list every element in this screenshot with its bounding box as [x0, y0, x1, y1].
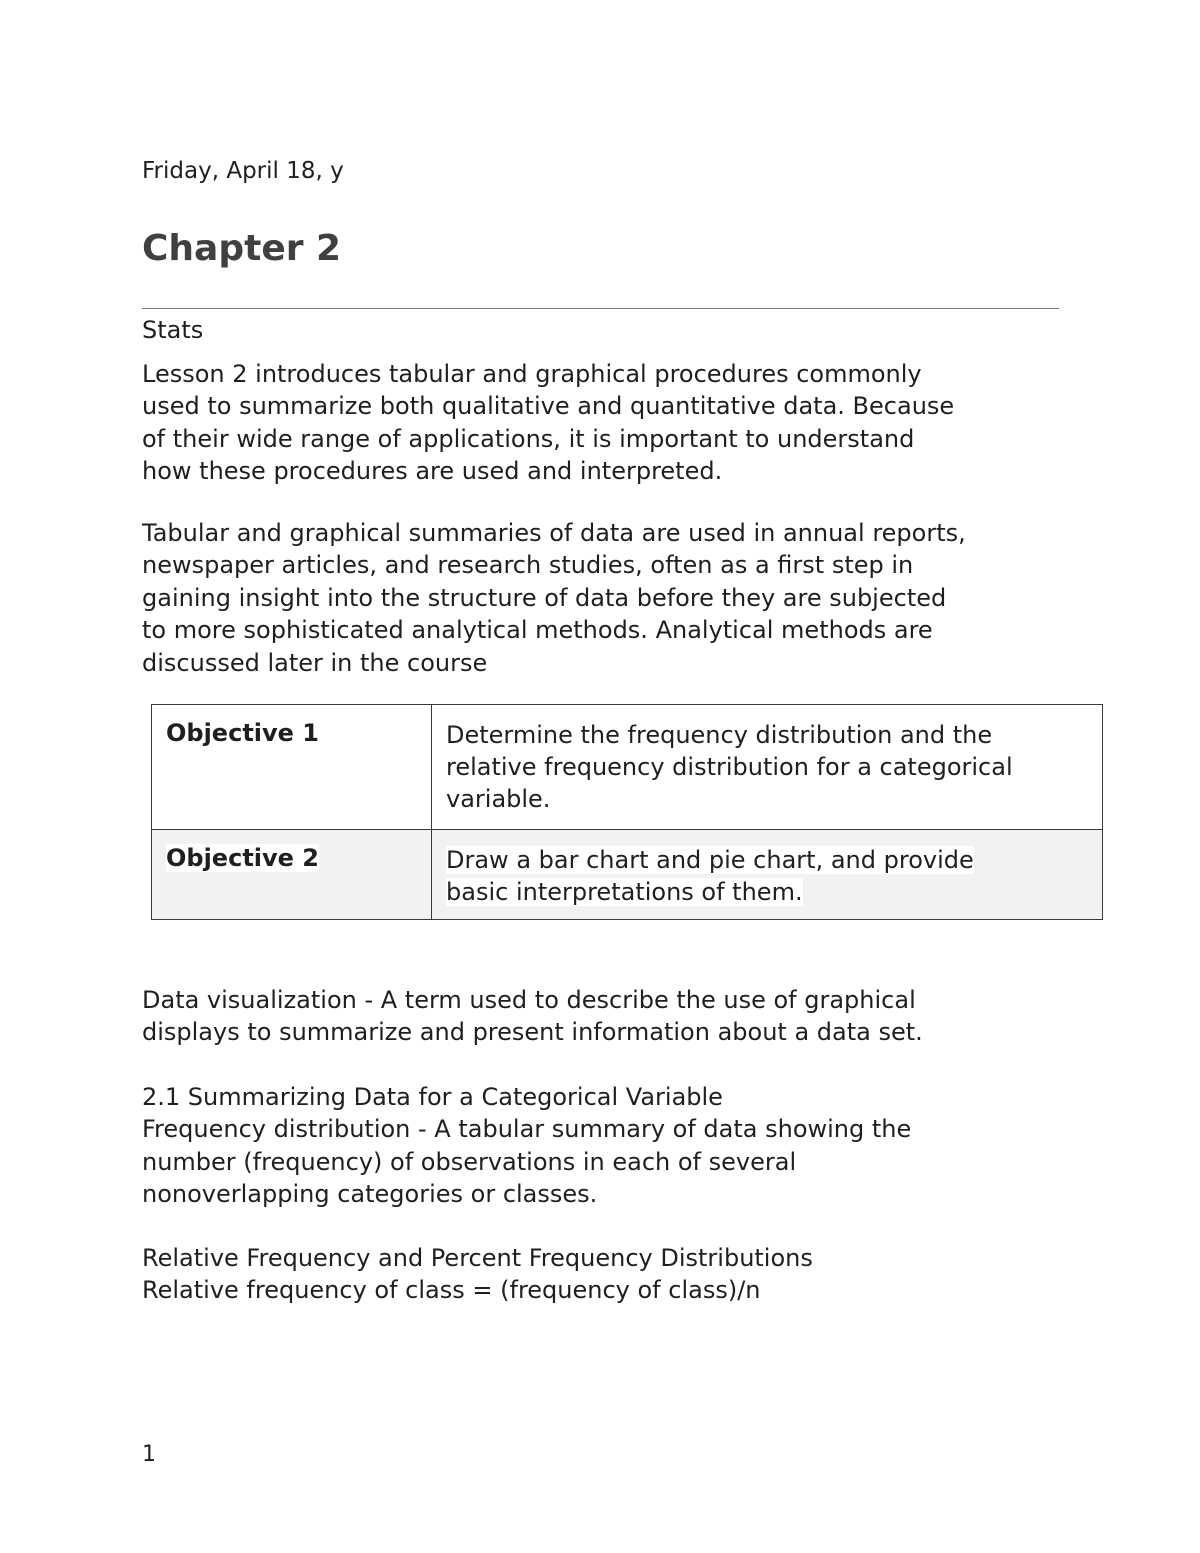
- objective-description-line: Determine the frequency distribution and the: [446, 721, 993, 749]
- paragraph-line: Tabular and graphical summaries of data are used in annual reports,: [142, 519, 966, 547]
- paragraph-line: Lesson 2 introduces tabular and graphical procedures commonly: [142, 360, 922, 388]
- objective-description: [446, 719, 1092, 815]
- paragraph-line: of their wide range of applications, it is important to understand: [142, 424, 915, 453]
- document-date: Friday, April 18, y: [142, 158, 344, 184]
- section-label: Stats: [142, 316, 204, 344]
- objective-description-line: basic interpretations of them.: [446, 878, 803, 906]
- title-divider: [142, 308, 1059, 309]
- intro-paragraph-2: [142, 517, 1102, 679]
- objective-row: [152, 830, 1103, 920]
- page-number: 1: [142, 1442, 156, 1467]
- data-visualization-definition: [142, 984, 923, 1049]
- paragraph-line: to more sophisticated analytical methods. Analytical methods are: [142, 616, 933, 645]
- paragraph-line: displays to summarize and present information about a data set.: [142, 1018, 923, 1047]
- intro-paragraph-1: [142, 358, 1102, 488]
- paragraph-line: nonoverlapping categories or classes.: [142, 1180, 598, 1209]
- paragraph-line: Frequency distribution - A tabular summary of data showing the: [142, 1115, 912, 1144]
- formula-line: Relative frequency of class = (frequency of class)/n: [142, 1276, 761, 1305]
- objective-description-cell: [432, 705, 1103, 830]
- objective-label-cell: [152, 830, 432, 920]
- objective-label-cell: [152, 705, 432, 830]
- objective-row: [152, 705, 1103, 830]
- paragraph-line: number (frequency) of observations in each of several: [142, 1147, 797, 1176]
- paragraph-line: discussed later in the course: [142, 648, 488, 677]
- paragraph-line: gaining insight into the structure of data before they are subjected: [142, 583, 947, 612]
- objective-description-line: variable.: [446, 785, 551, 813]
- chapter-title: Chapter 2: [142, 228, 342, 269]
- section-heading: 2.1 Summarizing Data for a Categorical Variable: [142, 1083, 723, 1111]
- objective-description: [446, 844, 1092, 908]
- objective-description-line: relative frequency distribution for a categorical: [446, 753, 1013, 781]
- paragraph-line: Data visualization - A term used to describe the use of graphical: [142, 986, 916, 1014]
- objective-description-line: Draw a bar chart and pie chart, and provide: [446, 846, 974, 874]
- section-2-1: [142, 1081, 911, 1211]
- section-heading: Relative Frequency and Percent Frequency Distributions: [142, 1244, 813, 1272]
- objective-label: Objective 2: [166, 844, 319, 872]
- objective-label: Objective 1: [166, 719, 319, 747]
- relative-frequency-section: [142, 1242, 813, 1307]
- objective-description-cell: [432, 830, 1103, 920]
- paragraph-line: newspaper articles, and research studies, often as a first step in: [142, 551, 914, 580]
- paragraph-line: how these procedures are used and interpreted.: [142, 457, 723, 486]
- objectives-table: [151, 704, 1103, 920]
- paragraph-line: used to summarize both qualitative and quantitative data. Because: [142, 392, 955, 421]
